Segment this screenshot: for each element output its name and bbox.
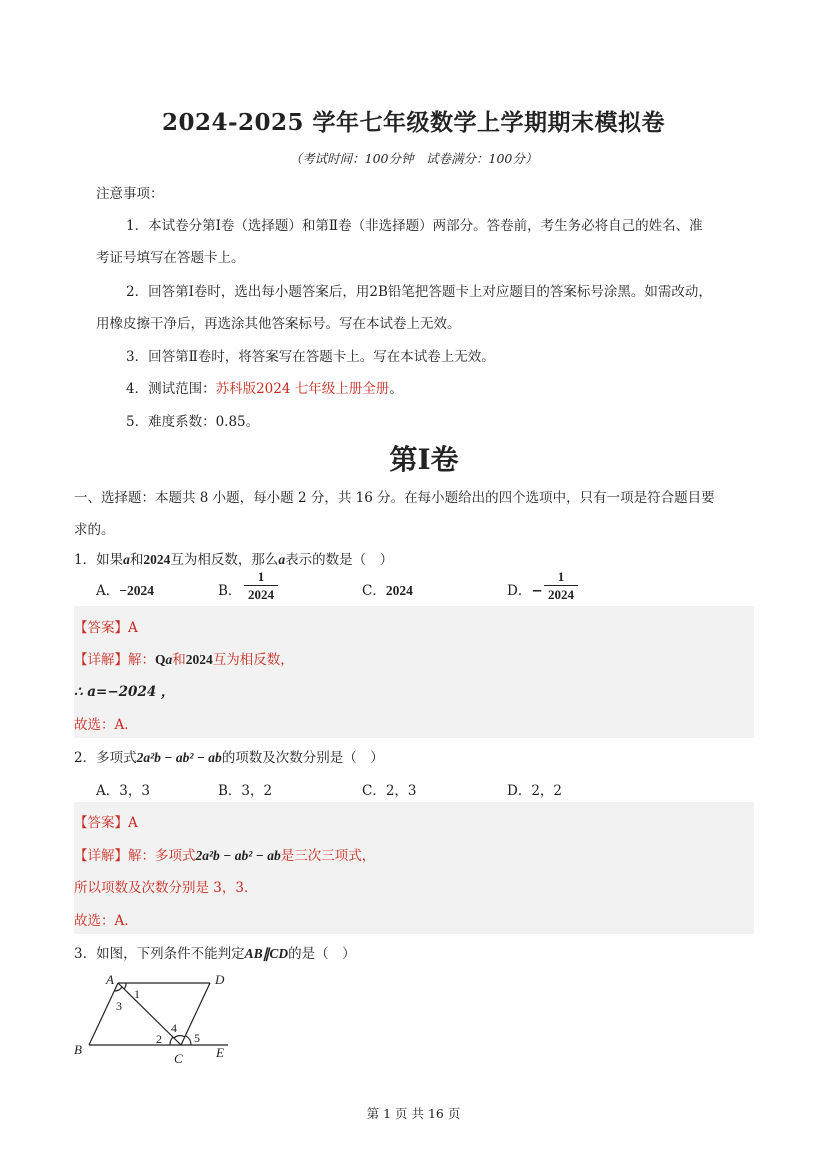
q1-detail-and: 和 xyxy=(172,652,186,668)
q1-detail-label: 【详解】 xyxy=(74,652,128,668)
q2-option-b[interactable]: B．3，2 xyxy=(218,783,273,799)
q1-option-a-value: −2024 xyxy=(119,583,154,598)
q1-option-a-label: A． xyxy=(96,583,120,599)
q1-detail-number: 2024 xyxy=(185,652,213,667)
q1-option-c[interactable] xyxy=(362,579,413,599)
angle-1-arc xyxy=(124,983,126,989)
point-c-label: C xyxy=(174,1051,183,1066)
angle-2-label: 2 xyxy=(156,1032,162,1046)
notice-item-2-line-1: 2．回答第Ⅰ卷时，选出每小题答案后，用2B铅笔把答题卡上对应题目的答案标号涂黑。如需改动， xyxy=(126,284,712,300)
q2-suffix: 的项数及次数分别是（ ） xyxy=(221,750,384,766)
notice-item-4-prefix: 4．测试范围： xyxy=(126,381,216,397)
q2-prefix: 2．多项式 xyxy=(74,750,137,766)
q1-option-d-fraction xyxy=(544,569,578,602)
notice-item-3: 3．回答第Ⅱ卷时，将答案写在答题卡上。写在本试卷上无效。 xyxy=(126,349,495,365)
q3-suffix: 的是（ ） xyxy=(288,946,356,962)
question-3-stem xyxy=(74,942,356,962)
q1-option-d-letter: D． xyxy=(507,583,532,599)
page-footer: 第 1 页 共 16 页 xyxy=(366,1106,461,1121)
q1-option-d-numerator: 1 xyxy=(557,569,565,584)
notice-item-4-suffix: 。 xyxy=(389,381,403,397)
question-2-stem xyxy=(74,746,384,766)
notice-item-1-line-1: 1．本试卷分第Ⅰ卷（选择题）和第Ⅱ卷（非选择题）两部分。答卷前，考生务必将自己的姓名、准 xyxy=(126,218,703,234)
q1-option-b-numerator: 1 xyxy=(257,569,265,584)
q3-expression: AB∥CD xyxy=(244,946,289,961)
q1-mid: 和 xyxy=(129,552,144,568)
q1-option-b-denominator: 2024 xyxy=(248,587,274,602)
q1-option-c-label: C． xyxy=(362,583,386,599)
q1-detail-because: Q xyxy=(155,652,166,667)
section-intro-line-1: 一、选择题：本题共 8 小题，每小题 2 分，共 16 分。在每小题给出的四个选项中，只有一项是符合题目要 xyxy=(74,490,715,506)
q3-parallelogram-figure xyxy=(70,968,240,1068)
section-heading: 第I卷 xyxy=(389,443,459,476)
q2-answer-box xyxy=(74,802,754,934)
q1-detail-text-1: 解： xyxy=(128,652,155,668)
exam-title: 2024-2025 学年七年级数学上学期期末模拟卷 xyxy=(161,109,666,136)
q1-var-a-2: a xyxy=(278,552,286,567)
q1-option-d-label[interactable] xyxy=(507,579,543,599)
q2-option-d[interactable]: D．2，2 xyxy=(507,783,563,799)
angle-5-label: 5 xyxy=(194,1031,200,1045)
q1-option-a[interactable] xyxy=(96,579,154,599)
q1-conclusion: 故选：A． xyxy=(74,717,138,733)
q2-conclusion: 故选：A． xyxy=(74,913,138,929)
angle-5-arc xyxy=(186,1036,191,1045)
q1-detail-line-2: ∴ a=−2024 ， xyxy=(74,684,175,700)
point-e-label: E xyxy=(216,1045,224,1060)
angle-1-label: 1 xyxy=(134,987,140,1001)
q2-answer: 【答案】A xyxy=(74,815,138,831)
fraction-bar xyxy=(244,585,278,586)
notice-heading: 注意事项： xyxy=(96,186,164,202)
fraction-bar xyxy=(544,585,578,586)
q1-detail xyxy=(74,648,294,668)
q2-detail-line-2: 所以项数及次数分别是 3，3． xyxy=(74,880,258,896)
q1-suffix-1: 互为相反数，那么 xyxy=(170,552,279,568)
q3-prefix: 3．如图，下列条件不能判定 xyxy=(74,946,245,962)
point-b-label: B xyxy=(74,1042,82,1057)
angle-3-label: 3 xyxy=(116,999,122,1013)
q1-detail-var-a: a xyxy=(165,652,173,667)
q1-option-b-label[interactable]: B． xyxy=(218,583,242,599)
q1-var-a: a xyxy=(123,552,130,567)
test-range: 苏科版2024 七年级上册全册 xyxy=(215,381,390,397)
line-ac xyxy=(118,983,181,1045)
q1-answer-box xyxy=(74,606,754,738)
point-d-label: D xyxy=(215,972,225,987)
q2-expression: 2a²b − ab² − ab xyxy=(136,750,222,765)
q2-option-c[interactable]: C．2，3 xyxy=(362,783,417,799)
q2-detail-text-2: 是三次三项式， xyxy=(280,848,376,864)
q1-detail-text-2: 互为相反数， xyxy=(212,652,294,668)
point-a-label: A xyxy=(106,972,114,987)
q1-option-d-denominator: 2024 xyxy=(548,587,574,602)
angle-4-label: 4 xyxy=(171,1021,177,1035)
question-1-stem xyxy=(74,548,393,568)
section-intro-line-2: 求的。 xyxy=(74,522,115,538)
exam-subtitle: （考试时间：100分钟 试卷满分：100分） xyxy=(289,151,538,166)
q1-option-b-fraction xyxy=(244,569,278,602)
line-ab xyxy=(89,983,118,1045)
q1-number: 2024 xyxy=(143,552,171,567)
q1-option-d-sign: − xyxy=(531,583,543,599)
q2-detail-label: 【详解】 xyxy=(74,848,128,864)
angle-4-arc xyxy=(174,1036,185,1038)
q2-option-a[interactable]: A．3，3 xyxy=(96,783,150,799)
q2-detail-text-1: 解：多项式 xyxy=(128,848,196,864)
q1-prefix: 1．如果 xyxy=(74,552,124,568)
angle-2-arc xyxy=(170,1037,173,1045)
notice-item-4 xyxy=(126,377,403,397)
notice-item-5: 5．难度系数：0.85。 xyxy=(126,414,260,430)
q2-detail xyxy=(74,844,375,864)
q1-option-c-value: 2024 xyxy=(385,583,413,598)
q1-answer: 【答案】A xyxy=(74,620,138,636)
notice-item-2-line-2: 用橡皮擦干净后，再选涂其他答案标号。写在本试卷上无效。 xyxy=(96,316,461,332)
q2-detail-expression: 2a²b − ab² − ab xyxy=(195,848,281,863)
q1-suffix-2: 表示的数是（ ） xyxy=(285,552,394,568)
notice-item-1-line-2: 考证号填写在答题卡上。 xyxy=(96,250,245,266)
